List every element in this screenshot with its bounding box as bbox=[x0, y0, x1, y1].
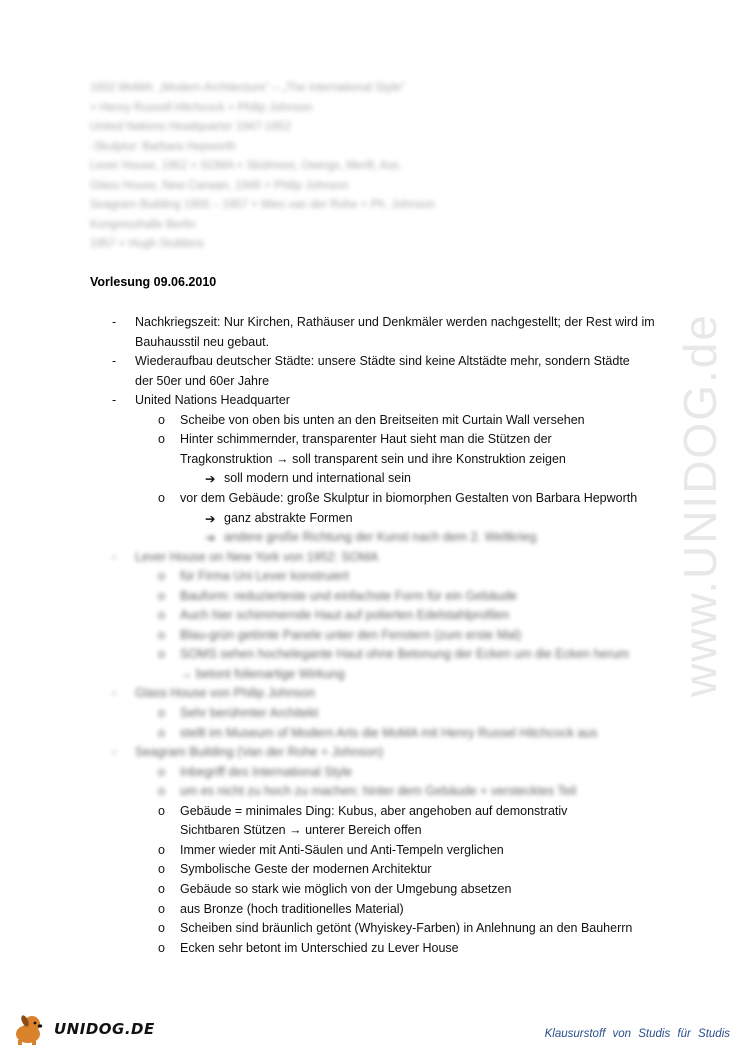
circle-bullet: o bbox=[158, 725, 165, 740]
note-line: → betont folienartige Wirkung bbox=[180, 666, 345, 681]
note-line: Auch hier schimmernde Haut auf polierten Edelstahlprofilen bbox=[180, 608, 510, 623]
dash-bullet: - bbox=[112, 393, 117, 408]
blurred-header-line: 1932 MoMA: „Modern Architecture" – „The International Style" bbox=[90, 82, 405, 94]
arrow-bullet-icon: ➔ bbox=[205, 472, 216, 487]
blurred-header-line: -Skulptur: Barbara Hepworth bbox=[90, 140, 236, 153]
logo-text: UNIDOG.DE bbox=[54, 1020, 155, 1038]
note-line: Seagram Building (Van der Rohe + Johnson) bbox=[135, 745, 384, 760]
circle-bullet: o bbox=[158, 588, 165, 603]
note-line: Symbolische Geste der modernen Architektur bbox=[180, 862, 432, 877]
blurred-header-line: + Henry Russell Hitchcock + Philip Johnson bbox=[90, 101, 313, 114]
note-line: vor dem Gebäude: große Skulptur in biomorphen Gestalten von Barbara Hepworth bbox=[180, 490, 638, 505]
unidog-logo bbox=[10, 1012, 155, 1046]
note-line: Blau-grün getönte Panele unter den Fenstern (zum erste Mal) bbox=[180, 627, 522, 642]
note-line: United Nations Headquarter bbox=[135, 393, 290, 408]
note-line: Nachkriegszeit: Nur Kirchen, Rathäuser und Denkmäler werden nachgestellt; der Rest wird im bbox=[135, 315, 655, 329]
note-line: für Firma Uni Lever konstruiert bbox=[180, 569, 349, 584]
circle-bullet: o bbox=[158, 901, 165, 916]
note-line: Wiederaufbau deutscher Städte: unsere Städte sind keine Altstädte mehr, sondern Städte bbox=[135, 354, 630, 369]
arrow-bullet-icon: ➔ bbox=[205, 511, 216, 526]
dash-bullet: - bbox=[112, 549, 117, 564]
circle-bullet: o bbox=[158, 490, 165, 505]
blurred-header-line: United Nations Headquarter 1947-1952 bbox=[90, 121, 291, 133]
arrow-bullet-icon: ➔ bbox=[205, 531, 216, 546]
dash-bullet: - bbox=[112, 354, 117, 369]
note-line: um es nicht zu hoch zu machen: hinter dem Gebäude + verstecktes Teil bbox=[180, 784, 577, 799]
note-line: Glass House von Philip Johnson bbox=[135, 686, 315, 701]
dash-bullet: - bbox=[112, 315, 117, 329]
note-line: ganz abstrakte Formen bbox=[224, 510, 353, 525]
note-line: SOMS sehen hochelegante Haut ohne Betonung der Ecken um die Ecken herum bbox=[180, 647, 629, 662]
note-line: Sehr berühmter Architekt bbox=[180, 706, 319, 720]
note-line: Hinter schimmernder, transparenter Haut sieht man die Stützen der bbox=[180, 432, 552, 447]
circle-bullet: o bbox=[158, 784, 165, 799]
note-line: Sichtbaren Stützen → unterer Bereich offen bbox=[180, 823, 422, 838]
circle-bullet: o bbox=[158, 940, 165, 955]
note-line: stellt im Museum of Modern Arts die MoMA mit Henry Russel Hitchcock aus bbox=[180, 725, 598, 740]
note-line: Inbegriff des International Style bbox=[180, 764, 353, 779]
note-line: Bauform: reduzierteste und einfachste Form für ein Gebäude bbox=[180, 588, 517, 603]
watermark: www.UNIDOG.de bbox=[674, 313, 727, 697]
blurred-header-line: Glass House, New Canaan, 1949 + Philip Johnson bbox=[90, 179, 349, 192]
note-line: andere große Richtung der Kunst nach dem 2. Weltkrieg bbox=[224, 530, 537, 545]
note-line: Gebäude so stark wie möglich von der Umgebung absetzen bbox=[180, 881, 512, 896]
note-line: aus Bronze (hoch traditionelles Material) bbox=[180, 901, 404, 916]
dash-bullet: - bbox=[112, 745, 117, 760]
circle-bullet: o bbox=[158, 921, 165, 936]
note-line: Scheibe von oben bis unten an den Breitseiten mit Curtain Wall versehen bbox=[180, 412, 585, 427]
blurred-header-line: Kongresshalle Berlin bbox=[90, 218, 196, 231]
note-line: Lever House on New York von 1952: SOMA bbox=[135, 549, 379, 564]
note-line: Ecken sehr betont im Unterschied zu Lever House bbox=[180, 940, 459, 955]
dog-mascot-icon bbox=[10, 1012, 50, 1046]
circle-bullet: o bbox=[158, 842, 165, 857]
circle-bullet: o bbox=[158, 862, 165, 877]
note-line: soll modern und international sein bbox=[224, 471, 411, 486]
note-line: der 50er und 60er Jahre bbox=[135, 373, 270, 388]
note-line: Immer wieder mit Anti-Säulen und Anti-Tempeln verglichen bbox=[180, 842, 504, 857]
lecture-heading: Vorlesung 09.06.2010 bbox=[90, 275, 217, 289]
circle-bullet: o bbox=[158, 569, 165, 584]
circle-bullet: o bbox=[158, 764, 165, 779]
footer-note: Klausurstoff von Studis für Studis bbox=[544, 1028, 730, 1040]
circle-bullet: o bbox=[158, 706, 165, 720]
note-line: Tragkonstruktion → soll transparent sein und ihre Konstruktion zeigen bbox=[180, 451, 566, 466]
circle-bullet: o bbox=[158, 627, 165, 642]
circle-bullet: o bbox=[158, 881, 165, 896]
note-line: Gebäude = minimales Ding: Kubus, aber angehoben auf demonstrativ bbox=[180, 803, 568, 818]
blurred-header-line: Seagram Building 1955 – 1957 + Mies van der Rohe + Ph. Johnson bbox=[90, 199, 435, 211]
dash-bullet: - bbox=[112, 686, 117, 701]
circle-bullet: o bbox=[158, 412, 165, 427]
circle-bullet: o bbox=[158, 803, 165, 818]
blurred-header-line: 1957 + Hugh Stubbins bbox=[90, 238, 205, 250]
circle-bullet: o bbox=[158, 647, 165, 662]
blurred-header-line: Lever House, 1952 + SOMA + Skidmore, Owings, Merill, Ass. bbox=[90, 160, 402, 172]
circle-bullet: o bbox=[158, 608, 165, 623]
circle-bullet: o bbox=[158, 432, 165, 447]
note-line: Bauhausstil neu gebaut. bbox=[135, 334, 270, 349]
note-line: Scheiben sind bräunlich getönt (Whyiskey-Farben) in Anlehnung an den Bauherrn bbox=[180, 921, 633, 936]
